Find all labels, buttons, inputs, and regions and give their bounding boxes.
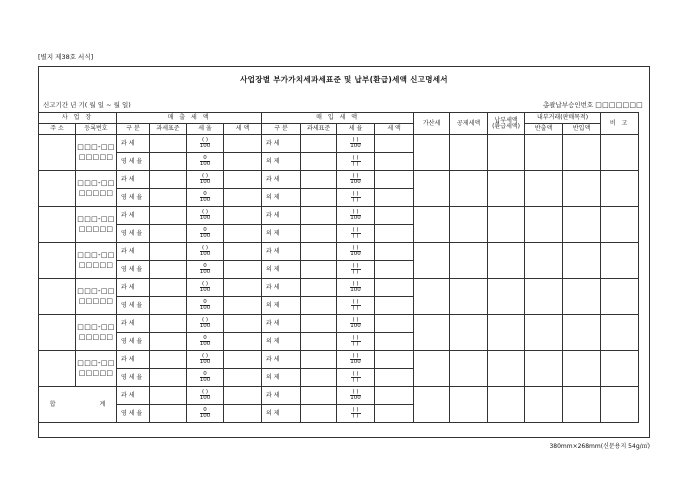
purchase-category: 의 제 <box>262 297 301 315</box>
input-cell[interactable] <box>224 153 262 171</box>
sales-rate <box>187 189 224 207</box>
sales-category: 영 세 율 <box>117 369 150 387</box>
input-cell[interactable] <box>150 387 187 405</box>
header-sales-tax-base: 과세표준 <box>150 124 187 135</box>
input-cell[interactable] <box>301 135 337 153</box>
rate-fraction: $\frac{( )}{100}$ <box>350 388 361 401</box>
purchase-rate <box>337 171 375 189</box>
input-cell[interactable] <box>488 351 525 387</box>
input-cell[interactable] <box>450 315 488 351</box>
rate-fraction: $\frac{( )}{( )}$ <box>352 262 359 275</box>
header-purchase: 매 입 세 액 <box>262 113 414 124</box>
sales-rate <box>187 279 224 297</box>
sales-rate <box>187 297 224 315</box>
purchase-category: 의 제 <box>262 369 301 387</box>
rate-fraction: $\frac{0}{100}$ <box>199 406 211 419</box>
input-cell[interactable] <box>525 315 563 351</box>
rate-fraction: $\frac{( )}{( )}$ <box>352 190 359 203</box>
input-cell[interactable] <box>301 189 337 207</box>
registration-number-boxes[interactable]: □□□-□□ □□□□□ <box>76 243 117 279</box>
sales-rate <box>187 333 224 351</box>
approval-number <box>543 100 643 109</box>
input-cell[interactable] <box>563 243 601 279</box>
header-purchase-rate: 세 율 <box>337 124 375 135</box>
input-cell[interactable] <box>224 207 262 225</box>
input-cell[interactable] <box>224 315 262 333</box>
header-row-1 <box>39 113 680 124</box>
input-cell[interactable] <box>375 189 414 207</box>
input-cell[interactable] <box>224 189 262 207</box>
purchase-category: 과 세 <box>262 135 301 153</box>
input-cell[interactable] <box>150 189 187 207</box>
rate-fraction: $\frac{( )}{100}$ <box>199 244 211 257</box>
sales-rate <box>187 171 224 189</box>
input-cell[interactable] <box>150 207 187 225</box>
sales-category: 영 세 율 <box>117 297 150 315</box>
purchase-rate <box>337 369 375 387</box>
input-cell[interactable] <box>375 135 414 153</box>
input-cell[interactable] <box>601 243 639 279</box>
input-cell[interactable] <box>375 243 414 261</box>
input-cell[interactable] <box>414 171 450 207</box>
purchase-category: 의 제 <box>262 333 301 351</box>
input-cell[interactable] <box>301 315 337 333</box>
rate-fraction: $\frac{0}{100}$ <box>199 370 211 383</box>
registration-number-boxes[interactable]: □□□-□□ □□□□□ <box>76 351 117 387</box>
registration-number-boxes[interactable]: □□□-□□ □□□□□ <box>76 279 117 315</box>
input-cell[interactable] <box>601 351 639 387</box>
sales-category: 영 세 율 <box>117 261 150 279</box>
purchase-category: 의 제 <box>262 261 301 279</box>
purchase-rate <box>337 207 375 225</box>
rate-fraction: $\frac{( )}{100}$ <box>199 172 211 185</box>
sales-category: 과 세 <box>117 243 150 261</box>
rate-fraction: $\frac{( )}{100}$ <box>199 208 211 221</box>
sales-rate <box>187 243 224 261</box>
header-in-amount: 반입액 <box>563 124 601 135</box>
input-cell[interactable] <box>224 171 262 189</box>
purchase-rate <box>337 315 375 333</box>
input-cell[interactable] <box>488 171 525 207</box>
input-cell[interactable] <box>414 243 450 279</box>
input-cell[interactable] <box>224 261 262 279</box>
input-cell[interactable] <box>224 333 262 351</box>
input-cell[interactable] <box>414 207 450 243</box>
purchase-rate <box>337 153 375 171</box>
header-surcharge: 가산세 <box>414 113 450 135</box>
input-cell[interactable] <box>224 387 262 405</box>
site-address-cell[interactable] <box>39 135 76 171</box>
input-cell[interactable] <box>601 315 639 351</box>
site-address-cell[interactable] <box>39 315 76 351</box>
input-cell[interactable] <box>150 369 187 387</box>
input-cell[interactable] <box>375 279 414 297</box>
sales-category: 과 세 <box>117 387 150 405</box>
sales-category: 영 세 율 <box>117 189 150 207</box>
purchase-rate <box>337 261 375 279</box>
input-cell[interactable] <box>414 387 450 423</box>
input-cell[interactable] <box>224 369 262 387</box>
approval-boxes: □□□□□□□ <box>595 101 643 109</box>
rate-fraction: $\frac{( )}{100}$ <box>199 316 211 329</box>
input-cell[interactable] <box>488 315 525 351</box>
input-cell[interactable] <box>601 207 639 243</box>
input-cell[interactable] <box>525 279 563 315</box>
header-purchase-tax-base: 과세표준 <box>301 124 337 135</box>
rate-fraction: $\frac{( )}{( )}$ <box>352 334 359 347</box>
purchase-rate <box>337 225 375 243</box>
registration-number-boxes[interactable]: □□□-□□ □□□□□ <box>76 171 117 207</box>
input-cell[interactable] <box>375 333 414 351</box>
site-row-taxable <box>39 171 680 189</box>
input-cell[interactable] <box>375 315 414 333</box>
input-cell[interactable] <box>150 153 187 171</box>
header-row-2 <box>39 124 680 135</box>
purchase-category: 의 제 <box>262 189 301 207</box>
purchase-rate <box>337 333 375 351</box>
rate-fraction: $\frac{( )}{100}$ <box>350 136 361 149</box>
sales-rate <box>187 405 224 423</box>
form-code: [별지 제38호 서식] <box>38 53 94 61</box>
total-label: 합 계 <box>39 387 117 423</box>
header-reg-no: 등록번호 <box>76 124 117 135</box>
rate-fraction: $\frac{0}{100}$ <box>199 190 211 203</box>
rate-fraction: $\frac{( )}{( )}$ <box>352 370 359 383</box>
input-cell[interactable] <box>224 243 262 261</box>
input-cell[interactable] <box>450 351 488 387</box>
input-cell[interactable] <box>525 387 563 423</box>
input-cell[interactable] <box>301 369 337 387</box>
sales-rate <box>187 315 224 333</box>
rate-fraction: $\frac{0}{100}$ <box>199 226 211 239</box>
sales-rate <box>187 207 224 225</box>
purchase-category: 과 세 <box>262 351 301 369</box>
rate-fraction: $\frac{( )}{100}$ <box>199 352 211 365</box>
input-cell[interactable] <box>563 171 601 207</box>
input-cell[interactable] <box>301 153 337 171</box>
input-cell[interactable] <box>301 405 337 423</box>
header-sales-category: 구 분 <box>117 124 150 135</box>
sales-category: 과 세 <box>117 279 150 297</box>
rate-fraction: $\frac{( )}{100}$ <box>350 316 361 329</box>
site-row-taxable <box>39 243 680 261</box>
input-cell[interactable] <box>525 171 563 207</box>
rate-fraction: $\frac{( )}{( )}$ <box>352 298 359 311</box>
sales-category: 과 세 <box>117 351 150 369</box>
input-cell[interactable] <box>150 333 187 351</box>
input-cell[interactable] <box>301 207 337 225</box>
rate-fraction: $\frac{0}{100}$ <box>199 154 211 167</box>
site-address-cell[interactable] <box>39 279 76 315</box>
input-cell[interactable] <box>150 261 187 279</box>
site-row-taxable <box>39 351 680 369</box>
rate-fraction: $\frac{0}{100}$ <box>199 262 211 275</box>
sales-rate <box>187 369 224 387</box>
input-cell[interactable] <box>301 333 337 351</box>
sales-category: 영 세 율 <box>117 405 150 423</box>
purchase-category: 과 세 <box>262 207 301 225</box>
input-cell[interactable] <box>488 135 525 171</box>
input-cell[interactable] <box>301 243 337 261</box>
sales-rate <box>187 135 224 153</box>
input-cell[interactable] <box>375 171 414 189</box>
input-cell[interactable] <box>150 243 187 261</box>
header-deduction: 공제세액 <box>450 113 488 135</box>
sales-category: 과 세 <box>117 135 150 153</box>
rate-fraction: $\frac{( )}{100}$ <box>350 244 361 257</box>
site-row-taxable <box>39 315 680 333</box>
purchase-rate <box>337 297 375 315</box>
header-internal: 내부거래(판매목적) <box>525 113 601 124</box>
input-cell[interactable] <box>601 387 639 423</box>
input-cell[interactable] <box>301 171 337 189</box>
registration-number-boxes[interactable]: □□□-□□ □□□□□ <box>76 315 117 351</box>
site-address-cell[interactable] <box>39 171 76 207</box>
report-period: 신고기간 년 기( 월 일 ~ 월 일) <box>43 101 131 109</box>
rate-fraction: $\frac{( )}{100}$ <box>350 208 361 221</box>
input-cell[interactable] <box>450 171 488 207</box>
sales-category: 영 세 율 <box>117 153 150 171</box>
input-cell[interactable] <box>450 243 488 279</box>
sales-category: 영 세 율 <box>117 225 150 243</box>
input-cell[interactable] <box>224 351 262 369</box>
sales-category: 과 세 <box>117 315 150 333</box>
sales-rate <box>187 351 224 369</box>
site-row-taxable <box>39 135 680 153</box>
site-address-cell[interactable] <box>39 351 76 387</box>
input-cell[interactable] <box>224 225 262 243</box>
header-out-amount: 반출액 <box>525 124 563 135</box>
input-cell[interactable] <box>375 387 414 405</box>
input-cell[interactable] <box>525 135 563 171</box>
input-cell[interactable] <box>563 279 601 315</box>
rate-fraction: $\frac{( )}{100}$ <box>199 388 211 401</box>
input-cell[interactable] <box>224 135 262 153</box>
input-cell[interactable] <box>563 387 601 423</box>
input-cell[interactable] <box>301 261 337 279</box>
input-cell[interactable] <box>414 315 450 351</box>
site-row-taxable <box>39 279 680 297</box>
input-cell[interactable] <box>414 279 450 315</box>
header-payment: 납부세액 (환급세액) <box>488 113 525 135</box>
input-cell[interactable] <box>525 243 563 279</box>
statement-table <box>38 112 680 423</box>
input-cell[interactable] <box>150 297 187 315</box>
purchase-rate <box>337 135 375 153</box>
input-cell[interactable] <box>301 225 337 243</box>
input-cell[interactable] <box>375 153 414 171</box>
input-cell[interactable] <box>150 279 187 297</box>
input-cell[interactable] <box>301 387 337 405</box>
purchase-category: 과 세 <box>262 315 301 333</box>
rate-fraction: $\frac{( )}{100}$ <box>350 352 361 365</box>
input-cell[interactable] <box>563 351 601 387</box>
purchase-rate <box>337 387 375 405</box>
input-cell[interactable] <box>375 207 414 225</box>
input-cell[interactable] <box>375 351 414 369</box>
header-address: 주 소 <box>39 124 76 135</box>
input-cell[interactable] <box>375 261 414 279</box>
purchase-rate <box>337 405 375 423</box>
input-cell[interactable] <box>224 405 262 423</box>
purchase-rate <box>337 189 375 207</box>
rate-fraction: $\frac{0}{100}$ <box>199 298 211 311</box>
registration-number-boxes[interactable]: □□□-□□ □□□□□ <box>76 207 117 243</box>
input-cell[interactable] <box>301 297 337 315</box>
form-title: 사업장별 부가가치세과세표준 및 납부(환급)세액 신고명세서 <box>240 75 448 84</box>
input-cell[interactable] <box>450 387 488 423</box>
purchase-rate <box>337 243 375 261</box>
purchase-rate <box>337 351 375 369</box>
sales-rate <box>187 225 224 243</box>
sales-rate <box>187 387 224 405</box>
purchase-rate <box>337 279 375 297</box>
input-cell[interactable] <box>601 279 639 315</box>
rate-fraction: $\frac{( )}{100}$ <box>350 280 361 293</box>
input-cell[interactable] <box>375 225 414 243</box>
rate-fraction: $\frac{0}{100}$ <box>199 334 211 347</box>
site-address-cell[interactable] <box>39 207 76 243</box>
purchase-category: 과 세 <box>262 279 301 297</box>
purchase-category: 의 제 <box>262 405 301 423</box>
input-cell[interactable] <box>375 297 414 315</box>
input-cell[interactable] <box>375 369 414 387</box>
input-cell[interactable] <box>450 279 488 315</box>
rate-fraction: $\frac{( )}{100}$ <box>199 136 211 149</box>
input-cell[interactable] <box>488 387 525 423</box>
total-row-taxable <box>39 387 680 405</box>
purchase-category: 의 제 <box>262 153 301 171</box>
sales-category: 영 세 율 <box>117 333 150 351</box>
input-cell[interactable] <box>450 207 488 243</box>
header-sales-rate: 세 율 <box>187 124 224 135</box>
purchase-category: 과 세 <box>262 387 301 405</box>
site-address-cell[interactable] <box>39 243 76 279</box>
rate-fraction: $\frac{( )}{( )}$ <box>352 406 359 419</box>
input-cell[interactable] <box>563 315 601 351</box>
input-cell[interactable] <box>563 135 601 171</box>
input-cell[interactable] <box>150 351 187 369</box>
input-cell[interactable] <box>150 405 187 423</box>
input-cell[interactable] <box>601 171 639 207</box>
purchase-category: 과 세 <box>262 171 301 189</box>
sales-category: 과 세 <box>117 171 150 189</box>
input-cell[interactable] <box>301 351 337 369</box>
sales-rate <box>187 261 224 279</box>
input-cell[interactable] <box>150 135 187 153</box>
header-purchase-tax: 세 액 <box>375 124 414 135</box>
rate-fraction: $\frac{( )}{( )}$ <box>352 226 359 239</box>
input-cell[interactable] <box>414 135 450 171</box>
input-cell[interactable] <box>488 279 525 315</box>
declaration-form <box>38 66 650 438</box>
input-cell[interactable] <box>525 351 563 387</box>
input-cell[interactable] <box>150 171 187 189</box>
input-cell[interactable] <box>563 207 601 243</box>
input-cell[interactable] <box>301 279 337 297</box>
input-cell[interactable] <box>150 315 187 333</box>
rate-fraction: $\frac{( )}{( )}$ <box>352 154 359 167</box>
purchase-category: 과 세 <box>262 243 301 261</box>
header-business: 사 업 장 <box>39 113 117 124</box>
rate-fraction: $\frac{( )}{100}$ <box>350 172 361 185</box>
input-cell[interactable] <box>224 297 262 315</box>
site-row-taxable <box>39 207 680 225</box>
input-cell[interactable] <box>488 243 525 279</box>
purchase-category: 의 제 <box>262 225 301 243</box>
input-cell[interactable] <box>450 135 488 171</box>
input-cell[interactable] <box>525 207 563 243</box>
input-cell[interactable] <box>150 225 187 243</box>
input-cell[interactable] <box>375 405 414 423</box>
header-sales-tax: 세 액 <box>224 124 262 135</box>
header-remarks: 비 고 <box>601 113 639 135</box>
rate-fraction: $\frac{( )}{100}$ <box>199 280 211 293</box>
input-cell[interactable] <box>414 351 450 387</box>
sales-rate <box>187 153 224 171</box>
input-cell[interactable] <box>601 135 639 171</box>
registration-number-boxes[interactable]: □□□-□□ □□□□□ <box>76 135 117 171</box>
input-cell[interactable] <box>488 207 525 243</box>
input-cell[interactable] <box>224 279 262 297</box>
paper-note: 380mm×268mm(신문용지 54g/㎡) <box>549 443 650 450</box>
sales-category: 과 세 <box>117 207 150 225</box>
header-sales: 매 출 세 액 <box>117 113 262 124</box>
header-purchase-category: 구 분 <box>262 124 301 135</box>
approval-label: 총괄납부승인번호 <box>542 101 594 109</box>
